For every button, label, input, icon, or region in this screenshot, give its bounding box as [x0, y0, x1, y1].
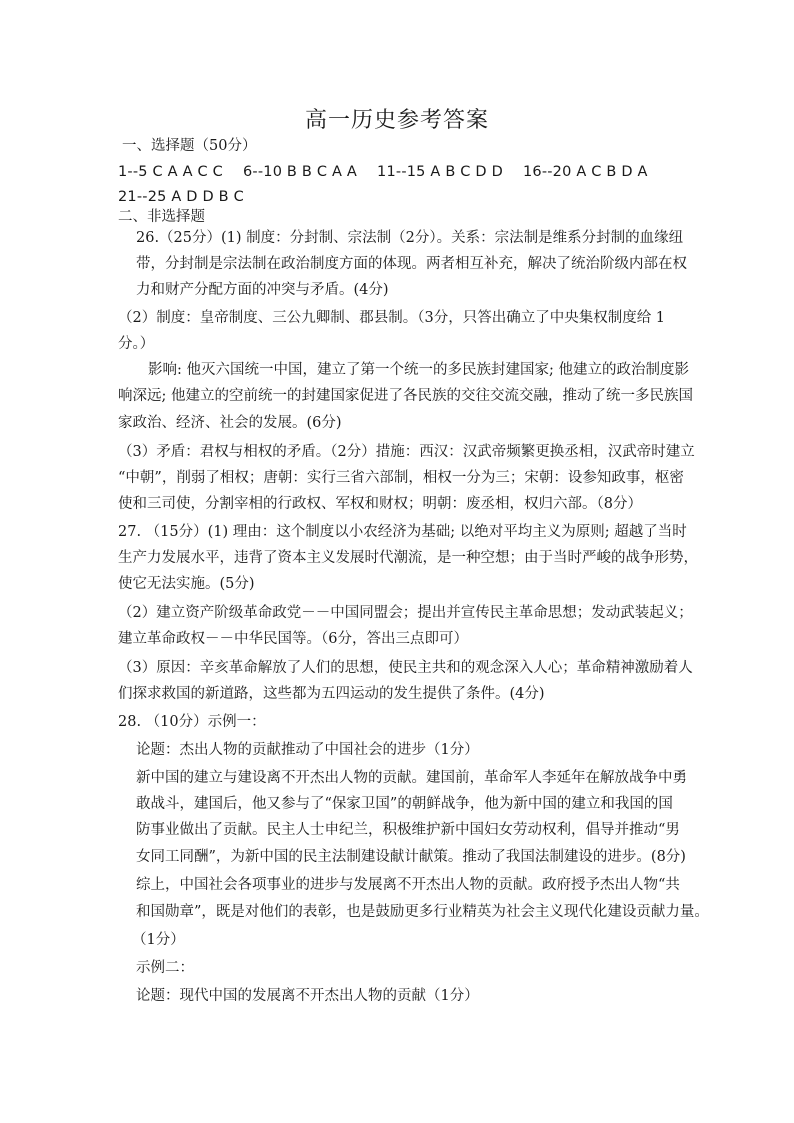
q27-line: （2）建立资产阶级革命政党－－中国同盟会；提出并宣传民主革命思想；发动武装起义；	[118, 605, 693, 621]
answer-group: 21--25 A D D B C	[118, 189, 244, 205]
answers-row-1	[118, 162, 648, 182]
q26-line: 家政治、经济、社会的发展。(6分)	[118, 415, 342, 431]
q28-line: （1分）	[132, 932, 185, 948]
q28-line: 和国勋章”，既是对他们的表彰，也是鼓励更多行业精英为社会主义现代化建设贡献力量。	[136, 904, 709, 920]
q28-line: 女同工同酬”，为新中国的民主法制建设献计献策。推动了我国法制建设的进步。(8分)	[136, 849, 686, 865]
answers-row-2	[118, 187, 244, 207]
q28-line: 敢战斗，建国后，他又参与了“保家卫国”的朝鲜战争，他为新中国的建立和我国的国	[136, 796, 673, 812]
q28-line: 示例二：	[136, 960, 194, 976]
q28-line: 防事业做出了贡献。民主人士申纪兰，积极维护新中国妇女劳动权利，倡导并推动“男	[136, 822, 680, 838]
page-title: 高一历史参考答案	[304, 108, 489, 133]
q27-line: （3）原因：辛亥革命解放了人们的思想，使民主共和的观念深入人心；革命精神激励着人	[118, 660, 693, 676]
q27-line: 使它无法实施。(5分)	[118, 576, 255, 592]
q27-line: 们探求救国的新道路，这些都为五四运动的发生提供了条件。(4分)	[118, 686, 545, 702]
q26-line: “中朝”，削弱了相权；唐朝：实行三省六部制，相权一分为三；宋朝：设参知政事，枢密	[118, 470, 684, 486]
q26-line: 影响: 他灭六国统一中国，建立了第一个统一的多民族封建国家; 他建立的政治制度影	[148, 362, 689, 378]
answer-group: 1--5 C A A C C	[118, 164, 223, 180]
q26-line: （2）制度：皇帝制度、三公九卿制、郡县制。（3分，只答出确立了中央集权制度给 1	[118, 310, 666, 326]
q26-line: 响深远; 他建立的空前统一的封建国家促进了各民族的交往交流交融，推动了统一多民族国	[118, 388, 693, 404]
q28-line: 综上，中国社会各项事业的进步与发展离不开杰出人物的贡献。政府授予杰出人物“共	[136, 877, 680, 893]
q27-line: 27. （15分）(1) 理由：这个制度以小农经济为基础; 以绝对平均主义为原则; 超越了当时	[118, 524, 687, 540]
q26-line: （3）矛盾：君权与相权的矛盾。（2分）措施：西汉：汉武帝频繁更换丞相，汉武帝时建立	[118, 444, 695, 460]
q26-line: 带，分封制是宗法制在政治制度方面的体现。两者相互补充，解决了统治阶级内部在权	[136, 256, 687, 272]
answer-group: 16--20 A C B D A	[522, 164, 648, 180]
section-2-heading: 二、非选择题	[118, 209, 205, 225]
q26-line: 使和三司使，分割宰相的行政权、军权和财权；明朝：废丞相，权归六部。（8分）	[118, 496, 642, 512]
q28-line: 28. （10分）示例一：	[118, 714, 266, 730]
q27-line: 建立革命政权－－中华民国等。（6分，答出三点即可）	[118, 631, 468, 647]
q28-line: 论题：杰出人物的贡献推动了中国社会的进步（1分）	[136, 742, 479, 758]
section-1-heading: 一、选择题（50分）	[122, 138, 257, 154]
q27-line: 生产力发展水平，违背了资本主义发展时代潮流，是一种空想；由于当时严峻的战争形势，	[118, 550, 698, 566]
q28-line: 新中国的建立与建设离不开杰出人物的贡献。建国前，革命军人李延年在解放战争中勇	[136, 770, 687, 786]
q26-line: 26.（25分）(1) 制度：分封制、宗法制（2分）。关系：宗法制是维系分封制的血缘纽	[136, 230, 684, 246]
q26-line: 分。）	[118, 336, 155, 352]
answer-group: 11--15 A B C D D	[377, 164, 503, 180]
answer-group: 6--10 B B C A A	[242, 164, 358, 180]
q28-line: 论题：现代中国的发展离不开杰出人物的贡献（1分）	[136, 988, 479, 1004]
q26-line: 力和财产分配方面的冲突与矛盾。(4分)	[136, 282, 389, 298]
